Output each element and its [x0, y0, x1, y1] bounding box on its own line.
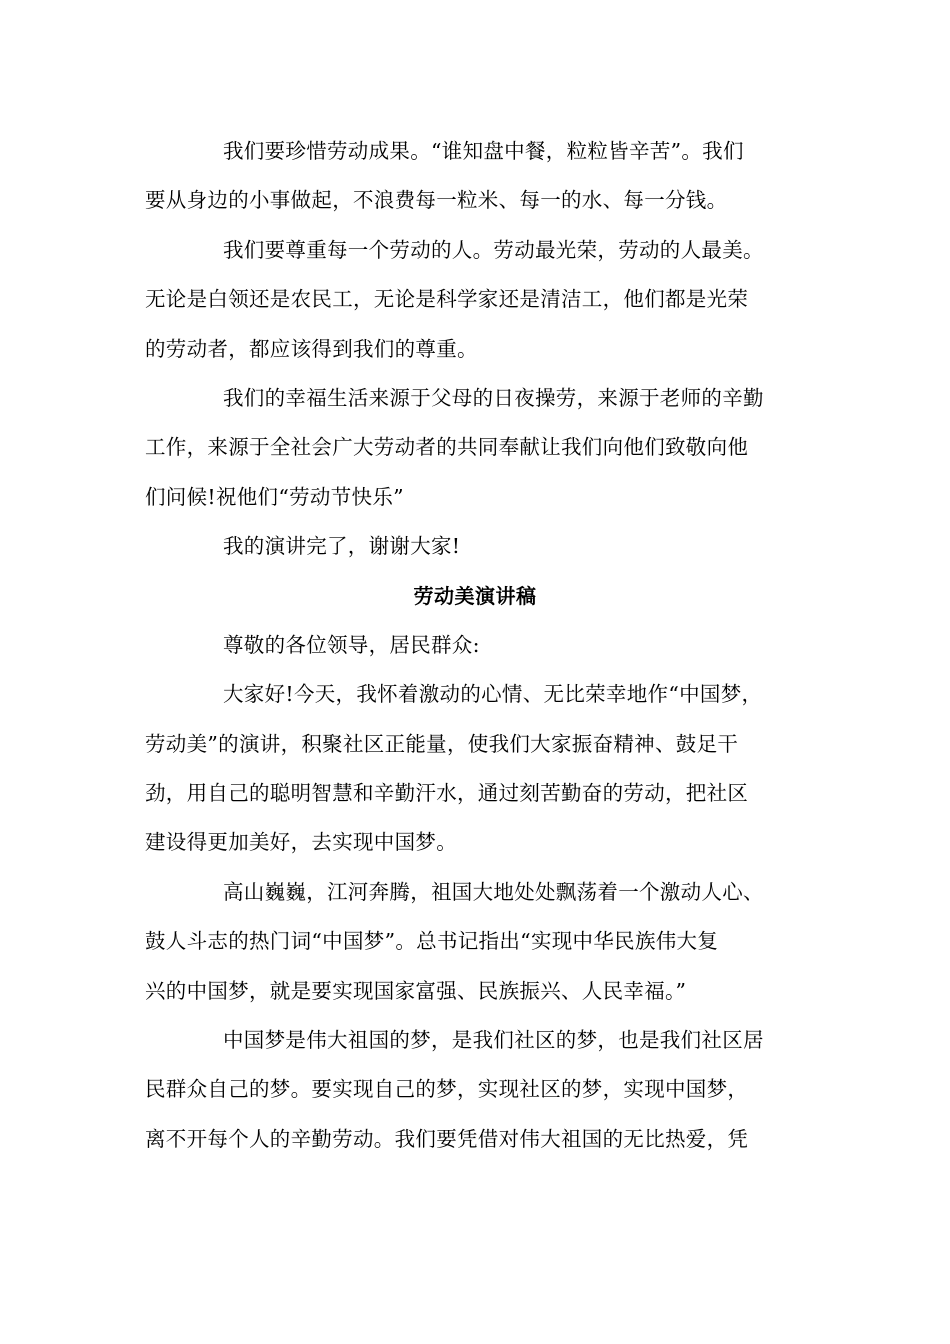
paragraph-line: 兴的中国梦，就是要实现国家富强、民族振兴、人民幸福。”	[145, 978, 687, 1003]
paragraph-line: 劳动美”的演讲，积聚社区正能量，使我们大家振奋精神、鼓足干	[145, 731, 739, 756]
paragraph-line: 我的演讲完了，谢谢大家!	[223, 534, 461, 559]
paragraph-line: 工作，来源于全社会广大劳动者的共同奉献让我们向他们致敬向他	[145, 435, 749, 460]
paragraph-line: 民群众自己的梦。要实现自己的梦，实现社区的梦，实现中国梦，	[145, 1077, 749, 1102]
paragraph-line: 中国梦是伟大祖国的梦，是我们社区的梦，也是我们社区居	[223, 1028, 764, 1053]
paragraph-line: 无论是白领还是农民工，无论是科学家还是清洁工，他们都是光荣	[145, 287, 749, 312]
salutation-line: 尊敬的各位领导，居民群众:	[223, 632, 480, 657]
paragraph-line: 我们要珍惜劳动成果。“谁知盘中餐，粒粒皆辛苦”。我们	[223, 139, 744, 163]
paragraph-line: 离不开每个人的辛勤劳动。我们要凭借对伟大祖国的无比热爱，凭	[145, 1126, 749, 1151]
paragraph-line: 大家好!今天，我怀着激动的心情、无比荣幸地作“中国梦，	[223, 682, 763, 707]
paragraph-line: 鼓人斗志的热门词“中国梦”。总书记指出“实现中华民族伟大复	[145, 929, 719, 954]
paragraph-line: 们问候!祝他们“劳动节快乐”	[145, 484, 404, 509]
section-title: 劳动美演讲稿	[413, 583, 537, 608]
paragraph-line: 高山巍巍，江河奔腾，祖国大地处处飘荡着一个激动人心、	[223, 879, 764, 904]
paragraph-line: 要从身边的小事做起，不浪费每一粒米、每一的水、每一分钱。	[145, 188, 728, 213]
document-page	[145, 127, 805, 1164]
paragraph-line: 我们的幸福生活来源于父母的日夜操劳，来源于老师的辛勤	[223, 385, 764, 410]
paragraph-line: 的劳动者，都应该得到我们的尊重。	[145, 336, 478, 361]
paragraph-line: 我们要尊重每一个劳动的人。劳动最光荣，劳动的人最美。	[223, 237, 764, 262]
paragraph-line: 劲，用自己的聪明智慧和辛勤汗水，通过刻苦勤奋的劳动，把社区	[145, 781, 749, 806]
paragraph-line: 建设得更加美好，去实现中国梦。	[145, 830, 457, 855]
